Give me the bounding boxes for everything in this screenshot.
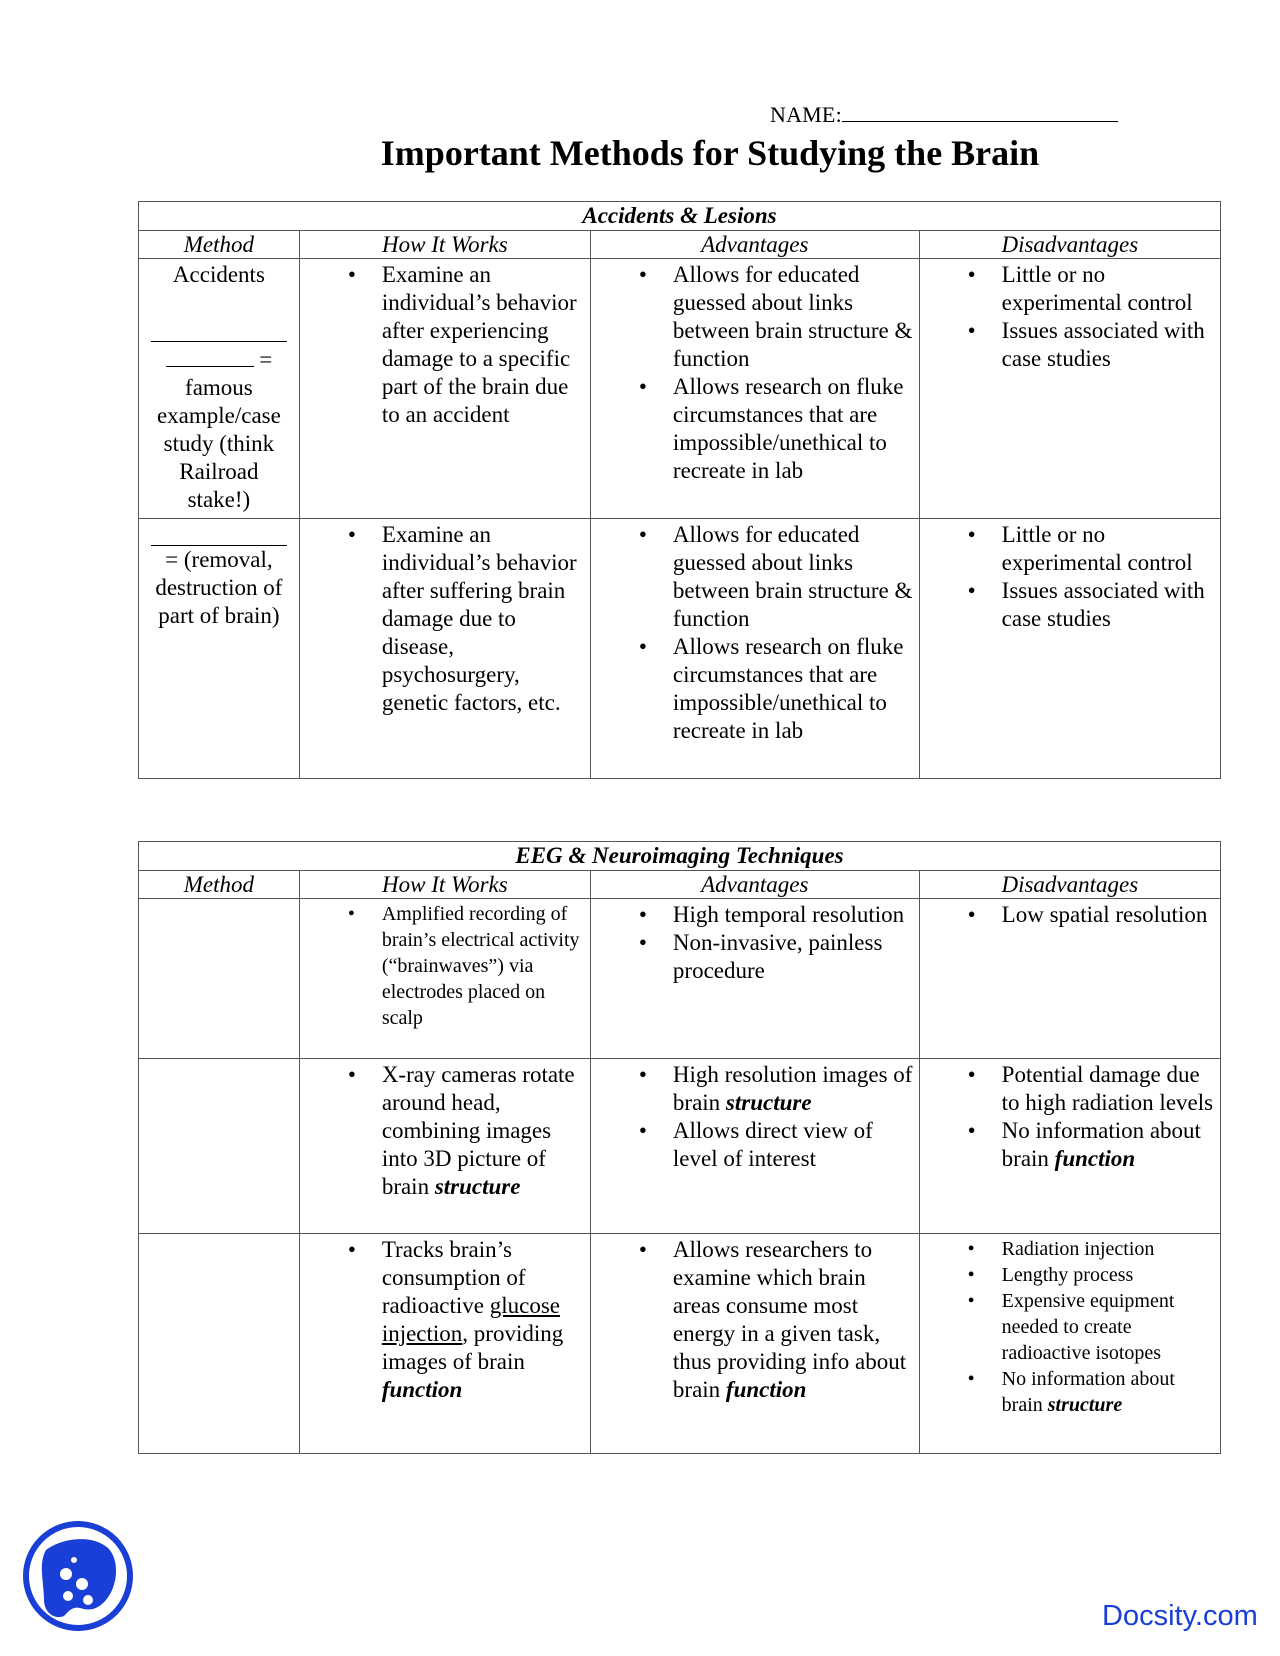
bullet-item [591, 1236, 915, 1404]
method-text: = [259, 347, 273, 372]
name-label: NAME: [770, 102, 842, 127]
how-cell [299, 1234, 590, 1454]
how-cell [299, 519, 590, 779]
method-text: Accidents [172, 262, 265, 287]
bullet-item: • Allows direct view of level of interest [591, 1117, 915, 1173]
disadvantages-cell [919, 899, 1220, 1059]
disadvantages-cell [919, 519, 1220, 779]
bullet-item: • Allows for educated guessed about links between brain structure & function [591, 261, 915, 373]
bullet-item [591, 1061, 915, 1117]
disadvantages-cell [919, 1234, 1220, 1454]
method-text: famous [185, 375, 253, 400]
col-method: Method [139, 231, 300, 259]
fill-blank [151, 521, 287, 546]
method-text: part of brain) [158, 603, 280, 628]
name-field [770, 102, 1118, 128]
col-advantages: Advantages [590, 231, 919, 259]
table-row [139, 259, 1221, 519]
bullet-item: • Allows for educated guessed about links between brain structure & function [591, 521, 915, 633]
bullet-item: • Lengthy process [920, 1262, 1216, 1288]
how-cell [299, 259, 590, 519]
bullet-item: • High temporal resolution [591, 901, 915, 929]
emphasis-text: structure [725, 1090, 812, 1115]
method-text: stake!) [187, 487, 251, 512]
method-cell [139, 1059, 300, 1234]
bullet-item: • Amplified recording of brain’s electrical activity (“brainwaves”) via electrodes placed on scalp [300, 901, 586, 1031]
bullet-text: High resolution images of brain [672, 1062, 913, 1115]
col-advantages: Advantages [590, 871, 919, 899]
fill-blank [151, 317, 287, 342]
advantages-cell [590, 1234, 919, 1454]
table-title: Accidents & Lesions [139, 202, 1221, 231]
method-text: destruction of [155, 575, 283, 600]
method-cell [139, 519, 300, 779]
table-eeg-neuroimaging [138, 841, 1221, 1454]
bullet-text: No information about brain [1001, 1368, 1175, 1416]
method-cell [139, 259, 300, 519]
bullet-text: No information about brain [1001, 1118, 1201, 1171]
table-row [139, 899, 1221, 1059]
bullet-item [920, 1117, 1216, 1173]
advantages-cell [590, 519, 919, 779]
underlined-text: glucose injection [381, 1293, 560, 1346]
emphasis-text: function [725, 1377, 807, 1402]
method-cell [139, 1234, 300, 1454]
bullet-item [300, 1061, 586, 1201]
table-row [139, 1059, 1221, 1234]
how-cell [299, 899, 590, 1059]
bullet-text: , providing images of brain [381, 1321, 564, 1374]
bullet-text: Allows researchers to examine which brain areas consume most energy in a given task, thus providing info about brain [672, 1237, 907, 1402]
bullet-text: X-ray cameras rotate around head, combining images into 3D picture of brain [381, 1062, 575, 1199]
advantages-cell [590, 899, 919, 1059]
col-disadvantages: Disadvantages [919, 871, 1220, 899]
bullet-item: • Little or no experimental control [920, 521, 1216, 577]
emphasis-text: structure [434, 1174, 521, 1199]
bullet-item: • Allows research on fluke circumstances that are impossible/unethical to recreate in lab [591, 373, 915, 485]
advantages-cell [590, 259, 919, 519]
bullet-text: Tracks brain’s consumption of radioactive [381, 1237, 526, 1318]
bullet-item: • Non-invasive, painless procedure [591, 929, 915, 985]
name-blank [842, 103, 1118, 122]
col-method: Method [139, 871, 300, 899]
disadvantages-cell [919, 259, 1220, 519]
bullet-item: • Potential damage due to high radiation levels [920, 1061, 1216, 1117]
fill-blank [166, 342, 254, 367]
how-cell [299, 1059, 590, 1234]
bullet-item: • Low spatial resolution [920, 901, 1216, 929]
emphasis-text: function [381, 1377, 463, 1402]
method-text: Railroad [179, 459, 259, 484]
bullet-item: • Examine an individual’s behavior after suffering brain damage due to disease, psychosurgery, genetic factors, etc. [300, 521, 586, 717]
bullet-item: • Radiation injection [920, 1236, 1216, 1262]
emphasis-text: structure [1047, 1394, 1123, 1416]
disadvantages-cell [919, 1059, 1220, 1234]
table-row [139, 1234, 1221, 1454]
bullet-item [920, 1366, 1216, 1418]
col-disadvantages: Disadvantages [919, 231, 1220, 259]
bullet-item: • Issues associated with case studies [920, 577, 1216, 633]
emphasis-text: function [1054, 1146, 1136, 1171]
bullet-item: • Expensive equipment needed to create radioactive isotopes [920, 1288, 1216, 1366]
bullet-item: • Examine an individual’s behavior after experiencing damage to a specific part of the brain due to an accident [300, 261, 586, 429]
bullet-item: • Issues associated with case studies [920, 317, 1216, 373]
page-title: Important Methods for Studying the Brain [380, 133, 1040, 173]
table-title: EEG & Neuroimaging Techniques [139, 842, 1221, 871]
table-accidents-lesions [138, 201, 1221, 779]
col-how: How It Works [299, 871, 590, 899]
method-text: = (removal, [165, 547, 273, 572]
method-text: study (think [163, 431, 275, 456]
bullet-item: • Little or no experimental control [920, 261, 1216, 317]
col-how: How It Works [299, 231, 590, 259]
bullet-item [300, 1236, 586, 1404]
method-cell [139, 899, 300, 1059]
bullet-item: • Allows research on fluke circumstances that are impossible/unethical to recreate in lab [591, 633, 915, 745]
table-row [139, 519, 1221, 779]
advantages-cell [590, 1059, 919, 1234]
brand-link[interactable]: Docsity.com [1102, 1600, 1258, 1632]
method-text: example/case [156, 403, 281, 428]
docsity-logo-icon[interactable] [22, 1520, 134, 1632]
